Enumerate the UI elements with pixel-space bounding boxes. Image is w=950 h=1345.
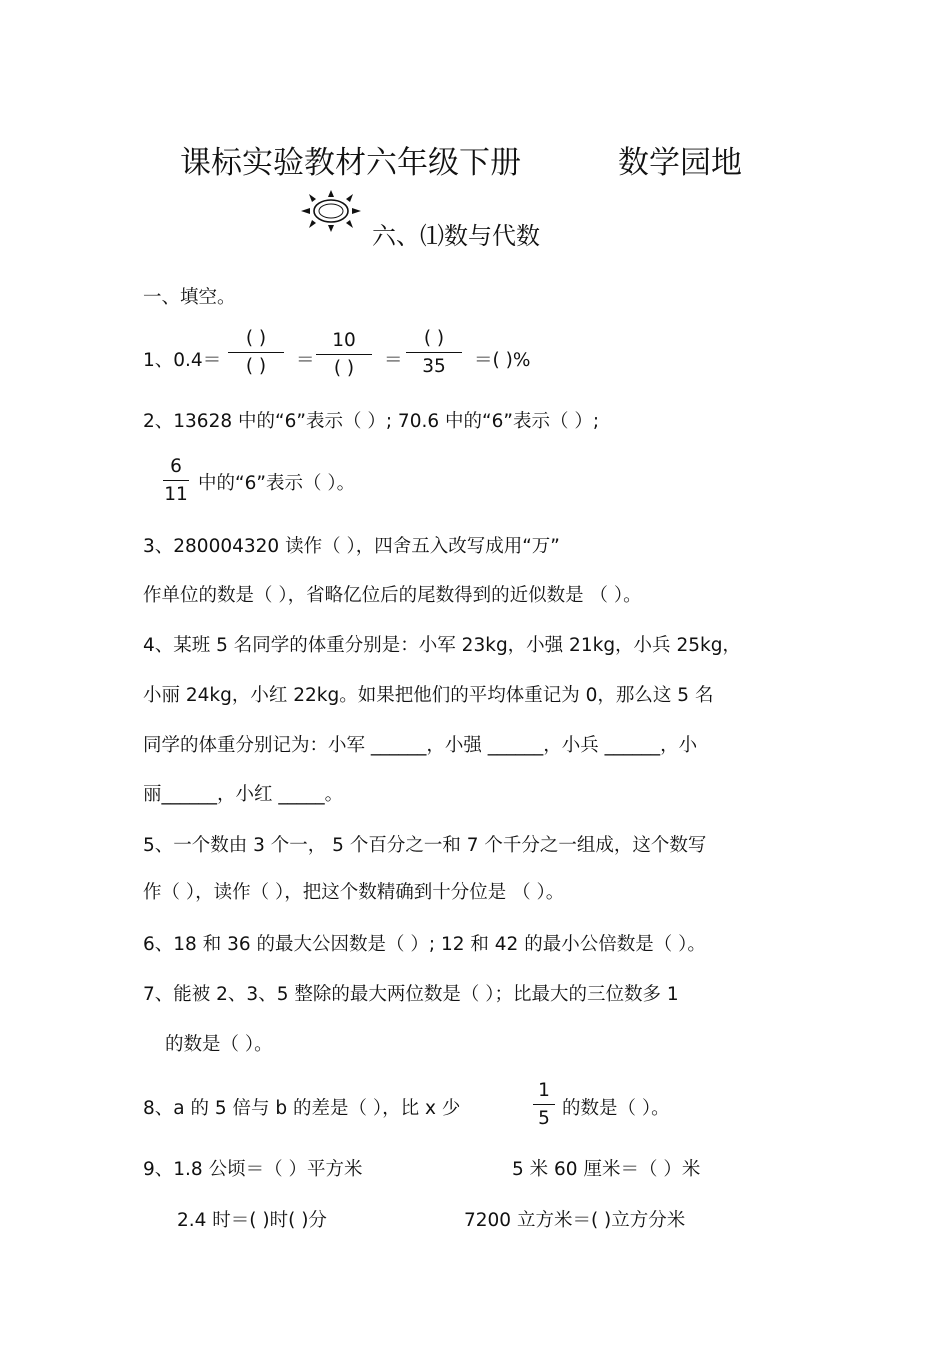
q3-line-1: 3、280004320 读作（ ），四舍五入改写成用“万” <box>143 536 560 557</box>
q8-prefix: 8、a 的 5 倍与 b 的差是（ ），比 x 少 <box>143 1098 461 1119</box>
q9-line-2b: 7200 立方米＝( )立方分米 <box>464 1210 686 1231</box>
q1-fraction-2-numerator: 10 <box>332 330 356 351</box>
q7-line-1: 7、能被 2、3、5 整除的最大两位数是（ ）；比最大的三位数多 1 <box>143 984 679 1005</box>
q1-fraction-3-denominator: 35 <box>422 356 446 377</box>
q1-tail: ＝( )% <box>474 350 531 371</box>
q4-line-1: 4、某班 5 名同学的体重分别是：小军 23kg，小强 21kg，小兵 25kg， <box>143 635 741 656</box>
q1-fraction-1-numerator: ( ) <box>245 328 267 349</box>
q4-line-4: 丽______，小红 _____。 <box>143 784 344 805</box>
q4-line-3: 同学的体重分别记为：小军 ______，小强 ______，小兵 ______，小 <box>143 735 698 756</box>
q8-fraction-denominator: 5 <box>538 1108 550 1129</box>
q1-fraction-3 <box>406 328 462 378</box>
q7-line-2: 的数是（ ）。 <box>165 1034 273 1055</box>
document-title: 课标实验教材六年级下册 <box>180 145 521 181</box>
q1-fraction-2 <box>316 330 372 380</box>
q1-fraction-1-denominator: ( ) <box>245 356 267 377</box>
q8-suffix: 的数是（ ）。 <box>562 1098 670 1119</box>
fraction-bar <box>406 352 462 353</box>
fraction-bar <box>163 480 189 481</box>
q2-fraction-denominator: 11 <box>164 484 188 505</box>
q2-line-1: 2、13628 中的“6”表示（ ）; 70.6 中的“6”表示（ ）; <box>143 411 600 432</box>
q4-line-2: 小丽 24kg，小红 22kg。如果把他们的平均体重记为 0，那么这 5 名 <box>143 685 714 706</box>
document-title-right: 数学园地 <box>618 145 742 181</box>
q5-line-1: 5、一个数由 3 个一， 5 个百分之一和 7 个千分之一组成，这个数写 <box>143 835 707 856</box>
fraction-bar <box>228 352 284 353</box>
q1-fraction-1 <box>228 328 284 378</box>
q5-line-2: 作（ ），读作（ ），把这个数精确到十分位是 （ ）。 <box>143 882 565 903</box>
q2-line-2: 中的“6”表示（ ）。 <box>198 473 356 494</box>
q1-equals-2: ＝ <box>384 350 403 371</box>
q9-line-2a: 2.4 时＝( )时( )分 <box>177 1210 327 1231</box>
q8-fraction <box>533 1080 555 1130</box>
q1-prefix: 1、0.4＝ <box>143 350 222 371</box>
fraction-bar <box>533 1104 555 1105</box>
q1-fraction-2-denominator: ( ) <box>333 358 355 379</box>
q1-fraction-3-numerator: ( ) <box>423 328 445 349</box>
q9-line-1b: 5 米 60 厘米＝（ ）米 <box>512 1159 701 1180</box>
section-heading: 一、填空。 <box>143 287 236 308</box>
q8-fraction-numerator: 1 <box>538 1080 550 1101</box>
sun-icon <box>300 188 362 234</box>
q3-line-2: 作单位的数是（ ），省略亿位后的尾数得到的近似数是 （ ）。 <box>143 585 642 606</box>
q2-fraction-numerator: 6 <box>170 456 182 477</box>
q9-line-1a: 9、1.8 公顷＝（ ）平方米 <box>143 1159 363 1180</box>
fraction-bar <box>316 354 372 355</box>
q1-equals-1: ＝ <box>296 350 315 371</box>
q2-fraction <box>163 456 189 506</box>
section-subtitle: 六、⑴数与代数 <box>372 222 540 250</box>
q6-line-1: 6、18 和 36 的最大公因数是（ ）; 12 和 42 的最小公倍数是（ ）。 <box>143 934 706 955</box>
